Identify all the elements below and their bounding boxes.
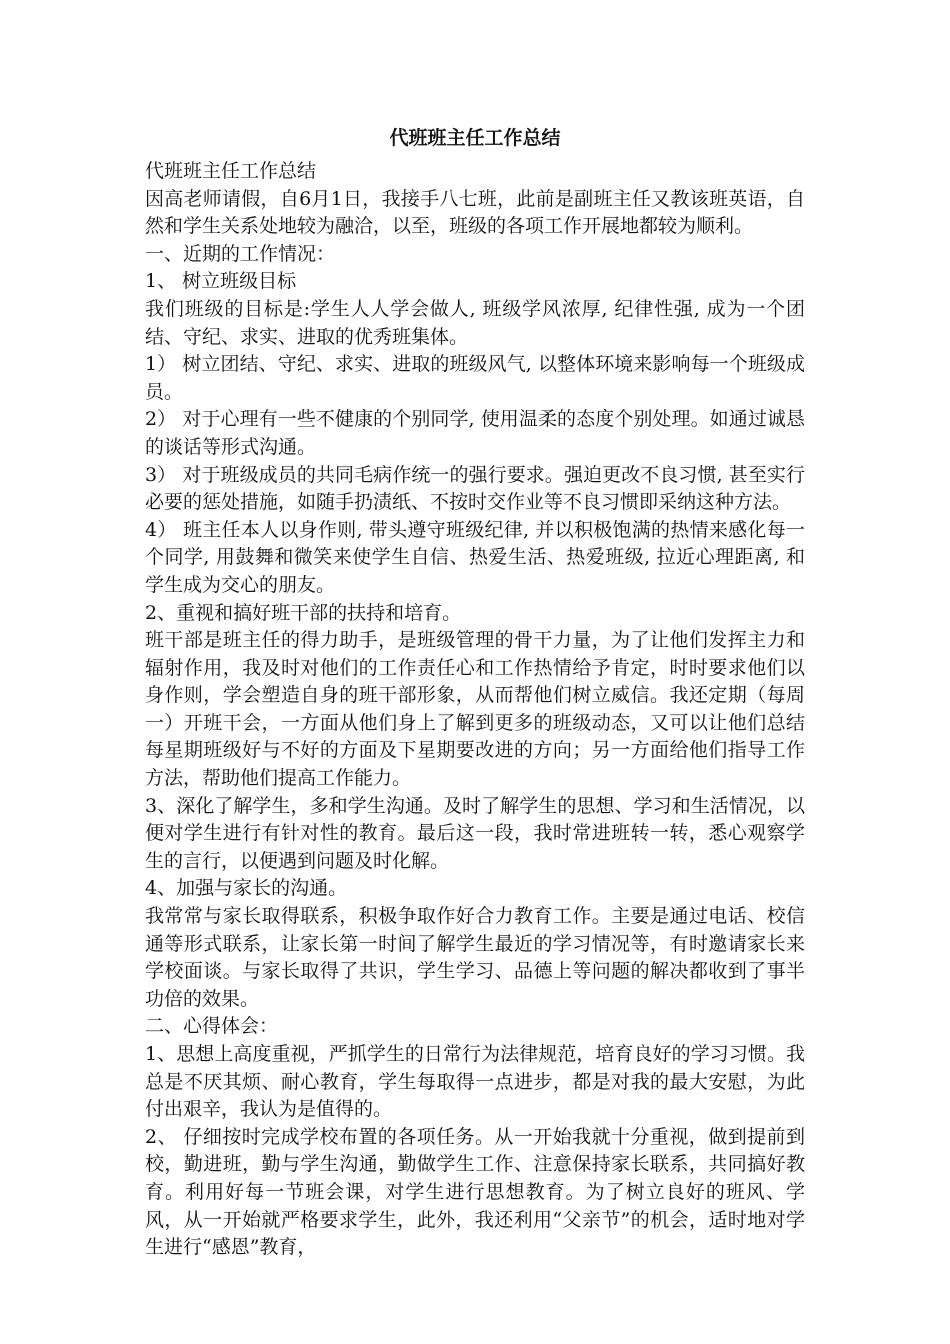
paragraph: 3、深化了解学生，多和学生沟通。及时了解学生的思想、学习和生活情况，以便对学生进行有针对性的教育。最后这一段，我时常进班转一转，悉心观察学生的言行，以便遇到问题及时化解。 (145, 794, 805, 872)
subsection-heading: 4、加强与家长的沟通。 (145, 877, 348, 900)
section-heading: 二、心得体会： (145, 1015, 279, 1038)
paragraph: 班干部是班主任的得力助手，是班级管理的骨干力量，为了让他们发挥主力和辐射作用，我及时对他们的工作责任心和工作热情给予肯定，时时要求他们以身作则，学会塑造自身的班干部形象，从而帮他们树立威信。我还定期（每周一）开班干会，一方面从他们身上了解到更多的班级动态，又可以让他们总结每星期班级好与不好的方面及下星期要改进的方向；另一方面给他们指导工作方法，帮助他们提高工作能力。 (145, 629, 805, 790)
list-item: 1） 树立团结、守纪、求实、进取的班级风气, 以整体环境来影响每一个班级成员。 (145, 353, 805, 403)
list-item: 2） 对于心理有一些不健康的个别同学, 使用温柔的态度个别处理。如通过诚恳的谈话等形式沟通。 (145, 408, 805, 458)
list-item: 3） 对于班级成员的共同毛病作统一的强行要求。强迫更改不良习惯, 甚至实行必要的惩处措施，如随手扔渍纸、不按时交作业等不良习惯即采纳这种方法。 (145, 463, 805, 514)
paragraph: 我常常与家长取得联系，积极争取作好合力教育工作。主要是通过电话、校信通等形式联系，让家长第一时间了解学生最近的学习情况等，有时邀请家长来学校面谈。与家长取得了共识，学生学习、品德上等问题的解决都收到了事半功倍的效果。 (145, 905, 805, 1010)
paragraph: 1、思想上高度重视，严抓学生的日常行为法律规范，培育良好的学习习惯。我总是不厌其烦、耐心教育，学生每取得一点进步，都是对我的最大安慰，为此付出艰辛，我认为是值得的。 (145, 1043, 805, 1121)
paragraph: 因高老师请假，自6月1日，我接手八七班，此前是副班主任又教该班英语，自然和学生关系处地较为融洽，以至，班级的各项工作开展地都较为顺利。 (145, 187, 805, 238)
subsection-heading: 1、 树立班级目标 (145, 270, 297, 293)
document-page (145, 118, 805, 1262)
paragraph: 代班班主任工作总结 (145, 160, 317, 182)
subsection-heading: 2、重视和搞好班干部的扶持和培育。 (145, 601, 462, 624)
paragraph: 我们班级的目标是:学生人人学会做人, 班级学风浓厚, 纪律性强, 成为一个团结、守纪、求实、进取的优秀班集体。 (145, 297, 805, 348)
list-item: 4） 班主任本人以身作则, 带头遵守班级纪律, 并以积极饱满的热情来感化每一个同学, 用鼓舞和微笑来使学生自信、热爱生活、热爱班级, 拉近心理距离, 和学生成为交心的朋友。 (145, 518, 805, 596)
paragraph: 2、 仔细按时完成学校布置的各项任务。从一开始我就十分重视，做到提前到校，勤进班，勤与学生沟通，勤做学生工作、注意保持家长联系，共同搞好教育。利用好每一节班会课，对学生进行思想教育。为了树立良好的班风、学风，从一开始就严格要求学生，此外，我还利用“父亲节”的机会，适时地对学生进行“感恩”教育， (145, 1125, 805, 1259)
document-title: 代班班主任工作总结 (389, 127, 561, 149)
section-heading: 一、近期的工作情况： (145, 242, 336, 265)
